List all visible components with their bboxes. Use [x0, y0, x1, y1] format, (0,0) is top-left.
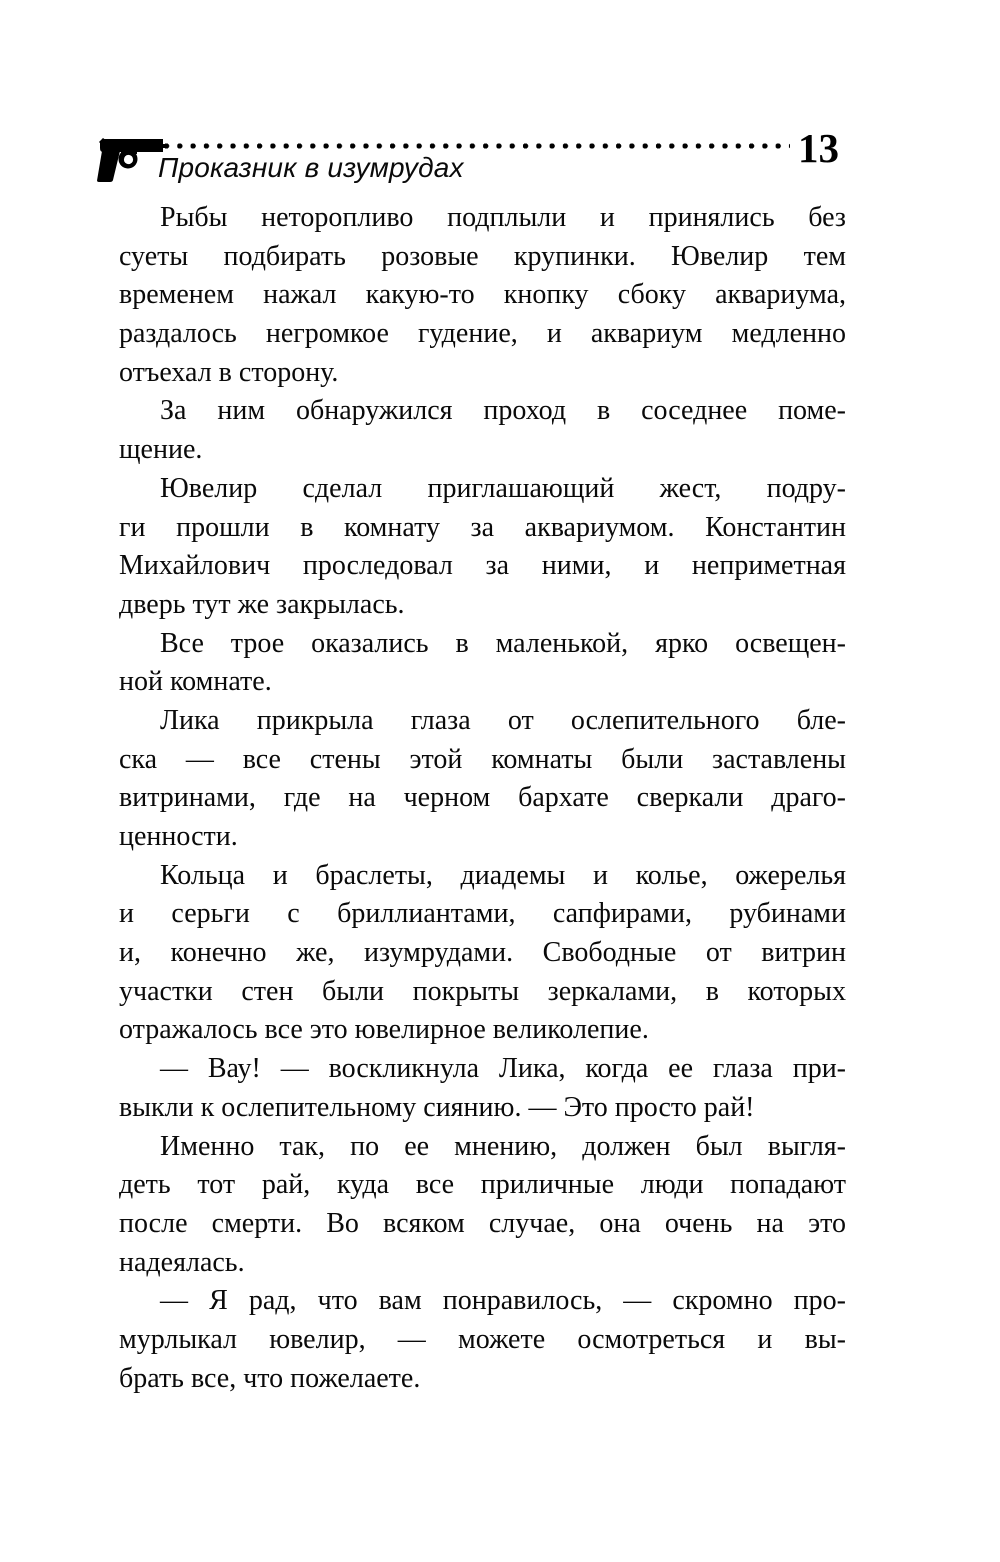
text-line: после смерти. Во всяком случае, она очень на это: [119, 1207, 846, 1239]
text-line: дверь тут же закрылась.: [119, 588, 405, 620]
book-title: Проказник в изумрудах: [158, 152, 464, 183]
text-line: ска — все стены этой комнаты были заставлены: [119, 743, 846, 775]
text-line: ценности.: [119, 821, 238, 852]
text-line: Все трое оказались в маленькой, ярко освещен-: [160, 627, 846, 659]
text-line: участки стен были покрыты зеркалами, в которых: [119, 975, 846, 1007]
paragraph: [119, 625, 846, 702]
text-body: [119, 199, 846, 1398]
paragraph: [119, 857, 846, 1050]
text-line: раздалось негромкое гудение, и аквариум медленно: [119, 318, 846, 350]
text-line: — Я рад, что вам понравилось, — скромно про-: [160, 1285, 846, 1317]
text-line: Именно так, по ее мнению, должен был выгля-: [160, 1130, 846, 1162]
text-line: мурлыкал ювелир, — можете осмотреться и вы-: [119, 1323, 846, 1355]
pistol-icon: [97, 136, 165, 182]
paragraph: [119, 392, 846, 469]
text-line: отъехал в сторону.: [119, 356, 339, 388]
text-line: — Вау! — воскликнула Лика, когда ее глаза при-: [160, 1053, 846, 1085]
text-line: суеты подбирать розовые крупинки. Ювелир тем: [119, 240, 846, 272]
text-line: Лика прикрыла глаза от ослепительного бле-: [160, 704, 846, 736]
text-line: Михайлович проследовал за ними, и неприметная: [119, 550, 846, 582]
text-line: витринами, где на черном бархате сверкали драго-: [119, 782, 846, 814]
text-line: Рыбы неторопливо подплыли и принялись без: [160, 202, 846, 233]
text-line: выкли к ослепительному сиянию. — Это просто рай!: [119, 1091, 755, 1123]
paragraph: [119, 1128, 846, 1283]
paragraph: [119, 1282, 846, 1398]
text-line: временем нажал какую-то кнопку сбоку аквариума,: [119, 279, 846, 311]
paragraph: [119, 199, 846, 392]
text-line: отражалось все это ювелирное великолепие.: [119, 1014, 649, 1046]
paragraph: [119, 1050, 846, 1127]
text-line: За ним обнаружился проход в соседнее поме-: [160, 395, 846, 427]
text-line: надеялась.: [119, 1246, 245, 1278]
text-line: ги прошли в комнату за аквариумом. Константин: [119, 511, 846, 543]
dotted-bullet-line: [163, 142, 790, 150]
text-line: и, конечно же, изумрудами. Свободные от витрин: [119, 937, 846, 969]
page-header: [0, 0, 1000, 200]
text-line: брать все, что пожелаете.: [119, 1362, 421, 1394]
page-number: 13: [798, 125, 839, 171]
text-line: щение.: [119, 434, 203, 466]
text-line: Кольца и браслеты, диадемы и колье, ожерелья: [160, 859, 846, 891]
paragraph: [119, 470, 846, 625]
text-line: Ювелир сделал приглашающий жест, подру-: [160, 472, 846, 504]
paragraph: [119, 702, 846, 857]
text-line: деть тот рай, куда все приличные люди попадают: [119, 1169, 846, 1201]
text-line: ной комнате.: [119, 666, 272, 698]
text-line: и серьги с бриллиантами, сапфирами, рубинами: [119, 898, 846, 930]
